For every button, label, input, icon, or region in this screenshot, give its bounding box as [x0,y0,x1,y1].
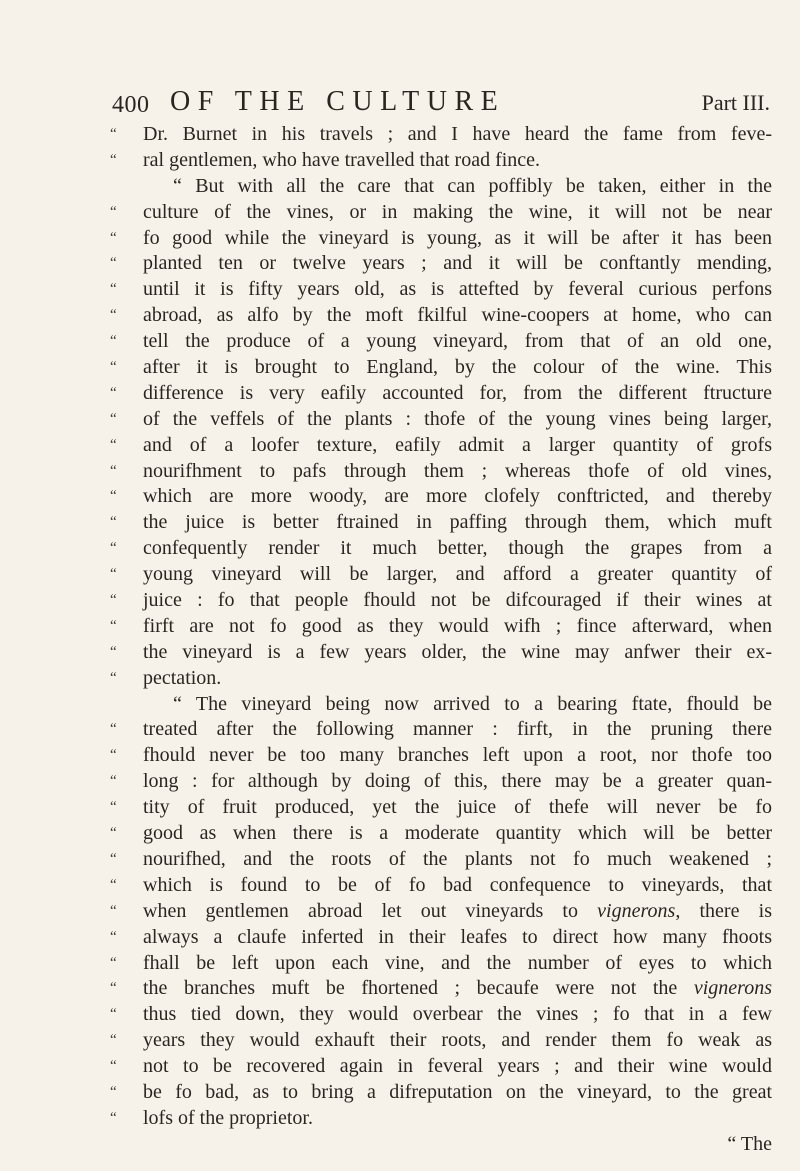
text-line [110,303,772,329]
line-text: planted ten or twelve years ; and it will be conftantly mending, [143,252,772,275]
text-line [110,277,772,303]
quote-mark: “ [110,954,117,971]
line-text: tell the produce of a young vineyard, from that of an old one, [143,330,772,353]
line-text: years they would exhauft their roots, and render them fo weak as [143,1029,772,1052]
quote-mark: “ [110,333,117,350]
text-line [110,562,772,588]
text-line [110,484,772,510]
line-text: always a claufe inferted in their leafes to direct how many fhoots [143,925,772,948]
text-line [110,174,772,200]
quote-mark: “ [110,540,117,557]
text-line [110,381,772,407]
line-text [143,976,772,1002]
line-text: until it is fifty years old, as is attefted by feveral curious perfons [143,278,772,301]
text-line [110,329,772,355]
text-line [110,459,772,485]
text-line [110,510,772,536]
quote-mark: “ [110,876,117,893]
text-line [110,821,772,847]
text-line [110,251,772,277]
text-line [110,873,772,899]
line-text: pectation. [143,666,222,689]
text-line [110,433,772,459]
quote-mark: “ [110,592,117,609]
line-text: treated after the following manner : firft, in the pruning there [143,718,772,741]
quote-mark: “ [110,617,117,634]
quote-mark: “ [110,773,117,790]
line-text: the juice is better ftrained in paffing through them, which muft [143,511,772,534]
text-line [110,122,772,148]
line-text: nourifhed, and the roots of the plants not fo much weakened ; [143,847,772,870]
text-line [110,355,772,381]
quote-mark: “ [110,384,117,401]
line-text: and of a loofer texture, eafily admit a larger quantity of grofs [143,433,772,456]
quote-mark: “ [110,928,117,945]
line-text [143,899,772,925]
text-line [110,795,772,821]
quote-mark: “ [110,410,117,427]
text-line [110,692,772,718]
italic-term: vignerons [597,899,676,922]
running-header [112,78,772,118]
line-text: confequently render it much better, though the grapes from a [143,537,772,560]
line-text: which are more woody, are more clofely conftricted, and thereby [143,485,772,508]
text-line [110,847,772,873]
quote-mark: “ [110,825,117,842]
quote-mark: “ [110,1032,117,1049]
line-text: “ But with all the care that can poffibly be taken, either in the [173,174,772,197]
line-text: thus tied down, they would overbear the vines ; fo that in a few [143,1003,772,1026]
quote-mark: “ [110,462,117,479]
text-line [110,226,772,252]
line-text: “ The vineyard being now arrived to a bearing ftate, fhould be [173,692,772,715]
italic-term: vignerons [693,977,772,1000]
text-line [110,614,772,640]
page-number: 400 [112,92,150,118]
text-line [110,1080,772,1106]
text-line [110,588,772,614]
quote-mark: “ [110,203,117,220]
text-line [110,1132,772,1158]
line-text: firft are not fo good as they would wifh ; fince afterward, when [143,614,772,637]
quote-mark: “ [110,1006,117,1023]
quote-mark: “ [110,488,117,505]
line-text: young vineyard will be larger, and afford a greater quantity of [143,563,772,586]
quote-mark: “ [110,1058,117,1075]
quote-mark: “ [110,255,117,272]
text-line [110,1028,772,1054]
line-segment: the branches muft be fhortened ; becaufe were not the [143,977,694,1000]
part-label: Part III. [701,90,770,115]
quote-mark: “ [110,514,117,531]
text-line [110,1054,772,1080]
line-segment: , there is [675,899,772,922]
text-line [110,536,772,562]
quote-mark: “ [110,566,117,583]
text-line [110,148,772,174]
body-text [110,122,772,1158]
quote-mark: “ [110,1109,117,1126]
text-line [110,925,772,951]
text-line [110,407,772,433]
quote-mark: “ [110,721,117,738]
line-text: of the veffels of the plants : thofe of the young vines being larger, [143,407,772,430]
catchword: “ The [727,1132,772,1155]
quote-mark: “ [110,980,117,997]
line-text: juice : fo that people fhould not be difcouraged if their wines at [143,589,772,612]
quote-mark: “ [110,281,117,298]
line-text: fo good while the vineyard is young, as it will be after it has been [143,226,772,249]
line-text: the vineyard is a few years older, the wine may anfwer their ex- [143,640,772,663]
line-text: Dr. Burnet in his travels ; and I have heard the fame from feve- [143,123,772,145]
quote-mark: “ [110,151,117,168]
line-text: be fo bad, as to bring a difreputation on the vineyard, to the great [143,1080,772,1103]
line-text: nourifhment to pafs through them ; whereas thofe of old vines, [143,459,772,482]
text-line [110,200,772,226]
line-text: abroad, as alfo by the moft fkilful wine-coopers at home, who can [143,304,772,327]
line-text: lofs of the proprietor. [143,1106,313,1129]
running-title: OF THE CULTURE [170,86,506,117]
line-text: ral gentlemen, who have travelled that road fince. [143,148,541,171]
quote-mark: “ [110,902,117,919]
text-line [110,769,772,795]
line-text: difference is very eafily accounted for, from the different ftructure [143,381,772,404]
line-text: long : for although by doing of this, there may be a greater quan- [143,770,772,793]
text-line [110,666,772,692]
quote-mark: “ [110,669,117,686]
quote-mark: “ [110,643,117,660]
quote-mark: “ [110,359,117,376]
line-text: culture of the vines, or in making the wine, it will not be near [143,200,772,223]
quote-mark: “ [110,747,117,764]
quote-mark: “ [110,436,117,453]
line-segment: when gentlemen abroad let out vineyards to [143,899,598,922]
line-text: not to be recovered again in feveral years ; and their wine would [143,1055,772,1078]
quote-mark: “ [110,126,117,142]
text-line [110,640,772,666]
text-line [110,976,772,1002]
line-text: fhall be left upon each vine, and the number of eyes to which [143,951,772,974]
text-line [110,743,772,769]
quote-mark: “ [110,1083,117,1100]
text-line [110,717,772,743]
text-line [110,951,772,977]
quote-mark: “ [110,229,117,246]
text-line [110,1002,772,1028]
line-text: tity of fruit produced, yet the juice of thefe will never be fo [143,796,772,819]
line-text: good as when there is a moderate quantity which will be better [143,822,772,845]
quote-mark: “ [110,850,117,867]
line-text: which is found to be of fo bad confequence to vineyards, that [143,873,772,896]
line-text: fhould never be too many branches left upon a root, nor thofe too [143,744,772,767]
quote-mark: “ [110,799,117,816]
text-line [110,1106,772,1132]
quote-mark: “ [110,307,117,324]
line-text: after it is brought to England, by the colour of the wine. This [143,356,772,379]
text-line [110,899,772,925]
